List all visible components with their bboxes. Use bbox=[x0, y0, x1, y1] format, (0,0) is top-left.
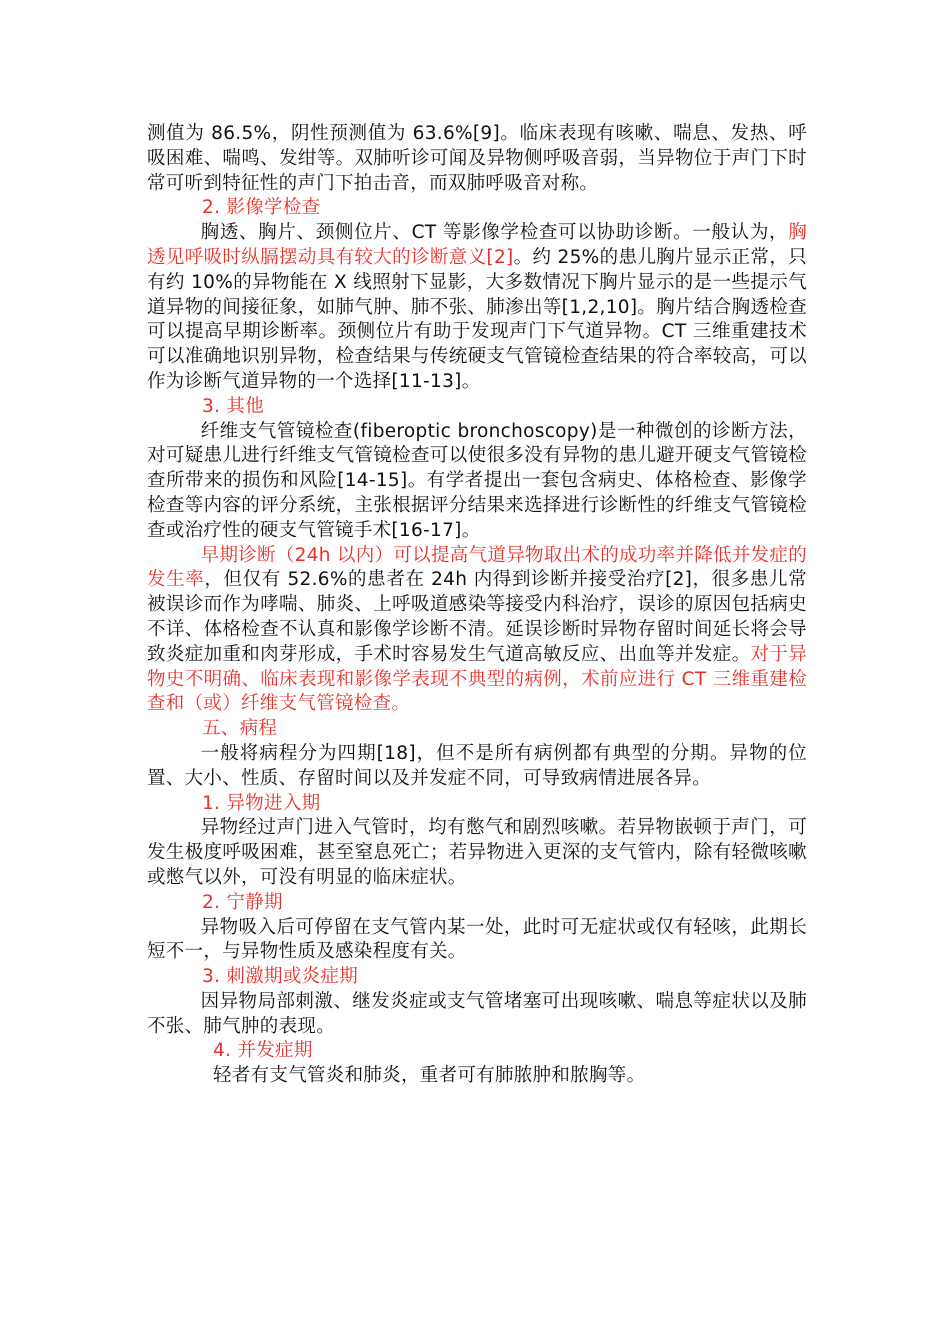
heading-stage-1: 1. 异物进入期 bbox=[202, 792, 321, 814]
imaging-highlight: 胸透见呼吸时纵膈摆动具有较大的诊断意义[2] bbox=[147, 222, 807, 268]
paragraph-bronchoscopy: 纤维支气管镜检查(fiberoptic bronchoscopy)是一种微创的诊断方法，对可疑患儿进行纤维支气管镜检查可以使很多没有异物的患儿避开硬支气管镜检查所带来的损伤和风险[14-15]。有学者提出一套包含病史、体格检查、影像学检查等内容的评分系统，主张根据评分结果来选择进行诊断性的纤维支气管镜检查或治疗性的硬支气管镜手术[16-17]。 bbox=[147, 420, 807, 541]
imaging-text-b: 。约 25%的患儿胸片显示正常，只有约 10%的异物能在 X 线照射下显影，大多数情况下胸片显示的是一些提示气道异物的间接征象，如肺气肿、肺不张、肺渗出等[1,2,10]。胸片结合胸透检查可以提高早期诊断率。颈侧位片有助于发现声门下气道异物。CT 三维重建技术可以准确地识别异物，检查结果与传统硬支气管镜检查结果的符合率较高，可以作为诊断气道异物的一个选择[11-13]。 bbox=[147, 246, 807, 392]
paragraph-early-diagnosis bbox=[147, 544, 807, 718]
paragraph-stage-3: 因异物局部刺激、继发炎症或支气管堵塞可出现咳嗽、喘息等症状以及肺不张、肺气肿的表现。 bbox=[147, 990, 807, 1037]
paragraph-clinical-signs: 测值为 86.5%，阴性预测值为 63.6%[9]。临床表现有咳嗽、喘息、发热、呼吸困难、喘鸣、发绀等。双肺听诊可闻及异物侧呼吸音弱，当异物位于声门下时常可听到特征性的声门下拍击音，而双肺呼吸音对称。 bbox=[147, 123, 807, 194]
paragraph-stage-1: 异物经过声门进入气管时，均有憋气和剧烈咳嗽。若异物嵌顿于声门，可发生极度呼吸困难，甚至窒息死亡；若异物进入更深的支气管内，除有轻微咳嗽或憋气以外，可没有明显的临床症状。 bbox=[147, 817, 807, 888]
paragraph-stage-4: 轻者有支气管炎和肺炎，重者可有肺脓肿和脓胸等。 bbox=[213, 1065, 646, 1087]
paragraph-imaging bbox=[147, 221, 807, 395]
early-diagnosis-highlight: 早期诊断（24h 以内）可以提高气道异物取出术的成功率并降低并发症的发生率 bbox=[147, 544, 807, 591]
heading-stage-2: 2. 宁静期 bbox=[202, 891, 283, 913]
imaging-text-a: 胸透、胸片、颈侧位片、CT 等影像学检查可以协助诊断。一般认为， bbox=[200, 222, 789, 244]
paragraph-stage-2: 异物吸入后可停留在支气管内某一处，此时可无症状或仅有轻咳，此期长短不一，与异物性质及感染程度有关。 bbox=[147, 916, 807, 963]
heading-imaging: 2. 影像学检查 bbox=[202, 197, 321, 219]
document-body bbox=[147, 122, 807, 1089]
heading-stage-3: 3. 刺激期或炎症期 bbox=[202, 966, 359, 988]
paragraph-course: 一般将病程分为四期[18]，但不是所有病例都有典型的分期。异物的位置、大小、性质、存留时间以及并发症不同，可导致病情进展各异。 bbox=[147, 742, 807, 789]
heading-course: 五、病程 bbox=[202, 718, 278, 740]
heading-stage-4: 4. 并发症期 bbox=[213, 1040, 313, 1062]
preoperative-highlight: 对于异物史不明确、临床表现和影像学表现不典型的病例，术前应进行 CT 三维重建检查和（或）纤维支气管镜检查。 bbox=[147, 643, 808, 715]
heading-other: 3. 其他 bbox=[202, 395, 265, 417]
early-diagnosis-text: ，但仅有 52.6%的患者在 24h 内得到诊断并接受治疗[2]，很多患儿常被误诊而作为哮喘、肺炎、上呼吸道感染等接受内科治疗，误诊的原因包括病史不详、体格检查不认真和影像学诊断不清。延误诊断时异物存留时间延长将会导致炎症加重和肉芽形成，手术时容易发生气道高敏反应、出血等并发症。 bbox=[147, 569, 807, 665]
